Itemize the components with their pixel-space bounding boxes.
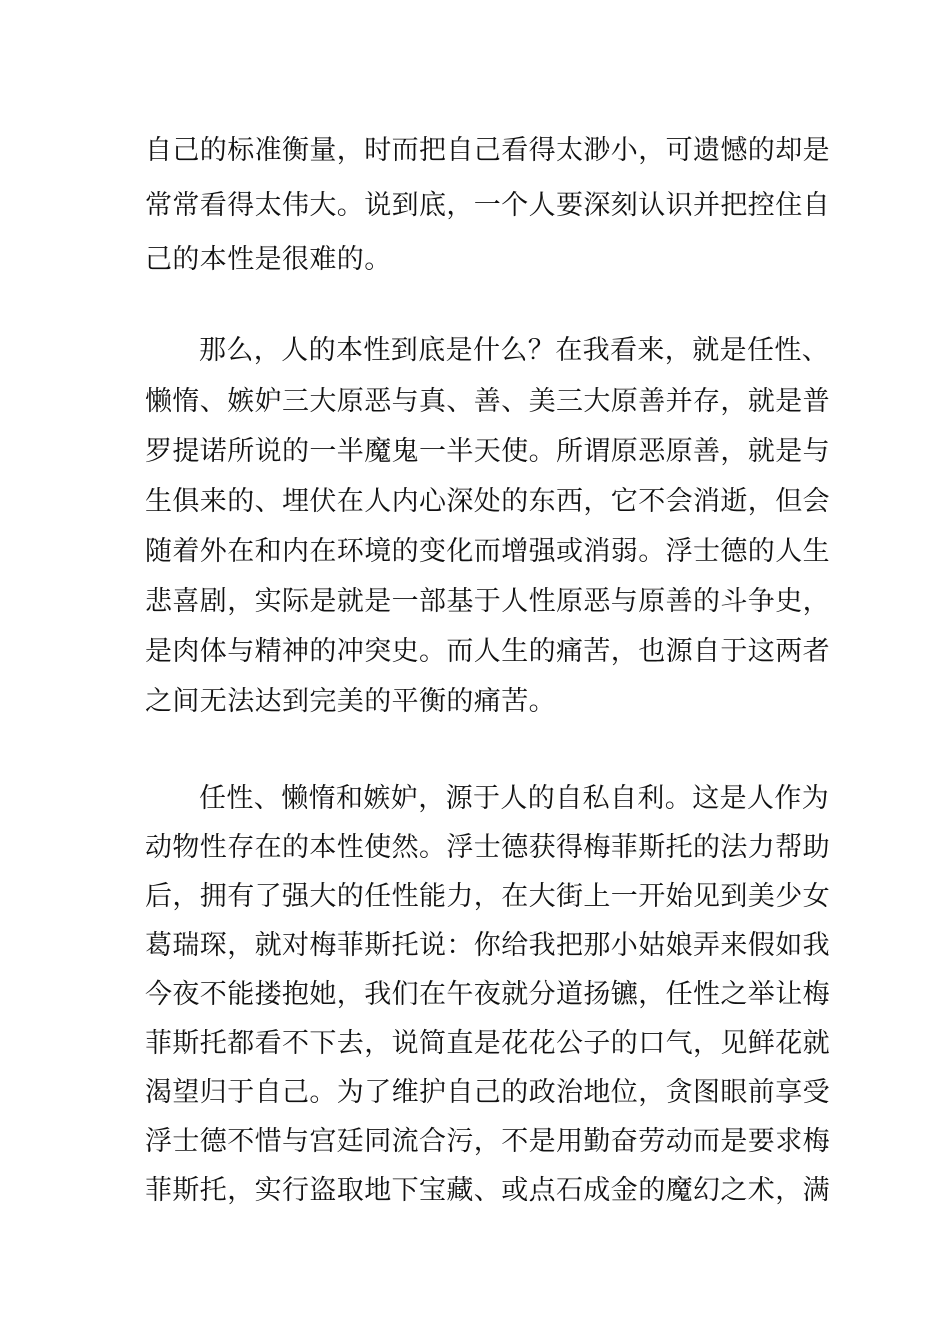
paragraph-2-line-7: 是肉体与精神的冲突史。而人生的痛苦，也源自于这两者 xyxy=(145,636,830,667)
paragraph-2-line-5: 随着外在和内在环境的变化而增强或消弱。浮士德的人生 xyxy=(145,536,830,567)
paragraph-3-line-1: 任性、懒惰和嫉妒，源于人的自私自利。这是人作为 xyxy=(199,783,830,814)
paragraph-1-line-2: 常常看得太伟大。说到底，一个人要深刻认识并把控住自 xyxy=(145,190,830,221)
paragraph-3-line-7: 渴望归于自己。为了维护自己的政治地位，贪图眼前享受 xyxy=(145,1077,830,1108)
paragraph-3-line-6: 菲斯托都看不下去，说简直是花花公子的口气，见鲜花就 xyxy=(145,1028,830,1059)
paragraph-2-line-1: 那么，人的本性到底是什么？在我看来，就是任性、 xyxy=(199,335,830,366)
paragraph-3-line-8: 浮士德不惜与宫廷同流合污，不是用勤奋劳动而是要求梅 xyxy=(145,1126,830,1157)
paragraph-2-line-4: 生俱来的、埋伏在人内心深处的东西，它不会消逝，但会 xyxy=(145,486,830,517)
paragraph-2-line-2: 懒惰、嫉妒三大原恶与真、善、美三大原善并存，就是普 xyxy=(145,386,830,417)
paragraph-3-line-2: 动物性存在的本性使然。浮士德获得梅菲斯托的法力帮助 xyxy=(145,832,830,863)
paragraph-3-line-5: 今夜不能搂抱她，我们在午夜就分道扬镳，任性之举让梅 xyxy=(145,979,830,1010)
paragraph-3-line-4: 葛瑞琛，就对梅菲斯托说：你给我把那小姑娘弄来假如我 xyxy=(145,930,830,961)
paragraph-1-line-3: 己的本性是很难的。 xyxy=(145,244,392,275)
paragraph-2-line-8: 之间无法达到完美的平衡的痛苦。 xyxy=(145,686,556,717)
paragraph-2-line-3: 罗提诺所说的一半魔鬼一半天使。所谓原恶原善，就是与 xyxy=(145,436,830,467)
paragraph-1-line-1: 自己的标准衡量，时而把自己看得太渺小，可遗憾的却是 xyxy=(145,135,830,166)
paragraph-3-line-3: 后，拥有了强大的任性能力，在大街上一开始见到美少女 xyxy=(145,881,830,912)
paragraph-2-line-6: 悲喜剧，实际是就是一部基于人性原恶与原善的斗争史， xyxy=(145,586,830,617)
paragraph-3-line-9: 菲斯托，实行盗取地下宝藏、或点石成金的魔幻之术，满 xyxy=(145,1175,830,1206)
